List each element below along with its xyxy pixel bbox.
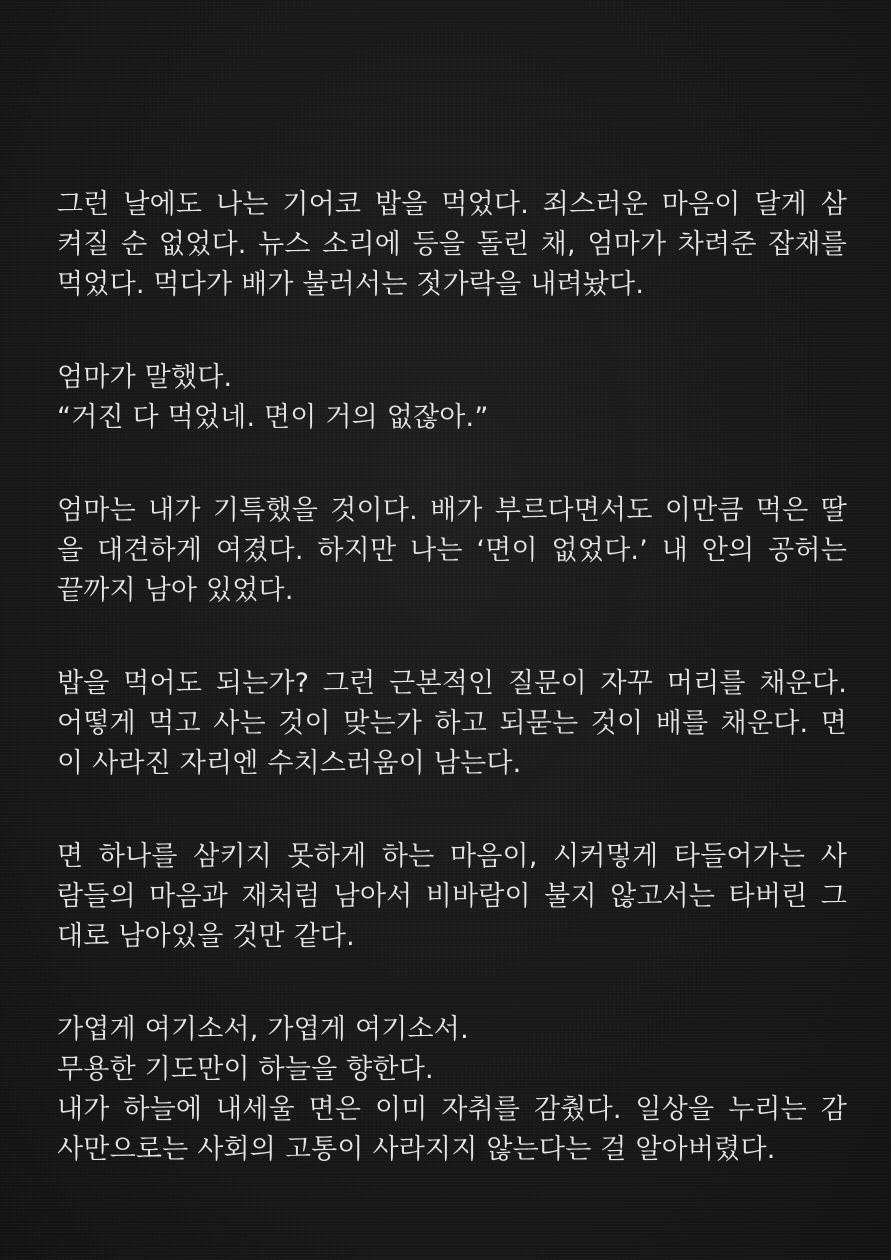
paragraph	[57, 185, 847, 305]
paragraph	[57, 1010, 847, 1170]
essay-text	[57, 185, 847, 1223]
paragraph	[57, 837, 847, 957]
text-line: 그런 날에도 나는 기어코 밥을 먹었다. 죄스러운 마음이 달게 삼	[57, 189, 847, 220]
paragraph	[57, 358, 847, 438]
text-line: 엄마가 말했다.	[57, 362, 233, 393]
text-line: 람들의 마음과 재처럼 남아서 비바람이 불지 않고서는 타버린 그	[57, 881, 847, 912]
text-line: 사만으로는 사회의 고통이 사라지지 않는다는 걸 알아버렸다.	[57, 1134, 776, 1165]
text-line: 어떻게 먹고 사는 것이 맞는가 하고 되묻는 것이 배를 채운다. 면	[57, 708, 847, 739]
text-line: 이 사라진 자리엔 수치스러움이 남는다.	[57, 748, 522, 779]
text-line: 을 대견하게 여겼다. 하지만 나는 ‘면이 없었다.’ 내 안의 공허는	[57, 535, 847, 566]
text-line: 내가 하늘에 내세울 면은 이미 자취를 감췄다. 일상을 누리는 감	[57, 1094, 847, 1125]
text-line: 켜질 순 없었다. 뉴스 소리에 등을 돌린 채, 엄마가 차려준 잡채를	[57, 229, 847, 260]
paragraph	[57, 491, 847, 611]
text-line: “거진 다 먹었네. 면이 거의 없잖아.”	[57, 402, 489, 433]
text-line: 엄마는 내가 기특했을 것이다. 배가 부르다면서도 이만큼 먹은 딸	[57, 495, 847, 526]
text-line: 가엽게 여기소서, 가엽게 여기소서.	[57, 1014, 469, 1045]
text-line: 밥을 먹어도 되는가? 그런 근본적인 질문이 자꾸 머리를 채운다.	[57, 668, 847, 699]
paragraph	[57, 664, 847, 784]
text-line: 대로 남아있을 것만 같다.	[57, 921, 355, 952]
text-line: 끝까지 남아 있었다.	[57, 575, 294, 606]
text-line: 면 하나를 삼키지 못하게 하는 마음이, 시커멓게 타들어가는 사	[57, 841, 847, 872]
text-line: 무용한 기도만이 하늘을 향한다.	[57, 1054, 434, 1085]
text-line: 먹었다. 먹다가 배가 불러서는 젓가락을 내려놨다.	[57, 269, 645, 300]
